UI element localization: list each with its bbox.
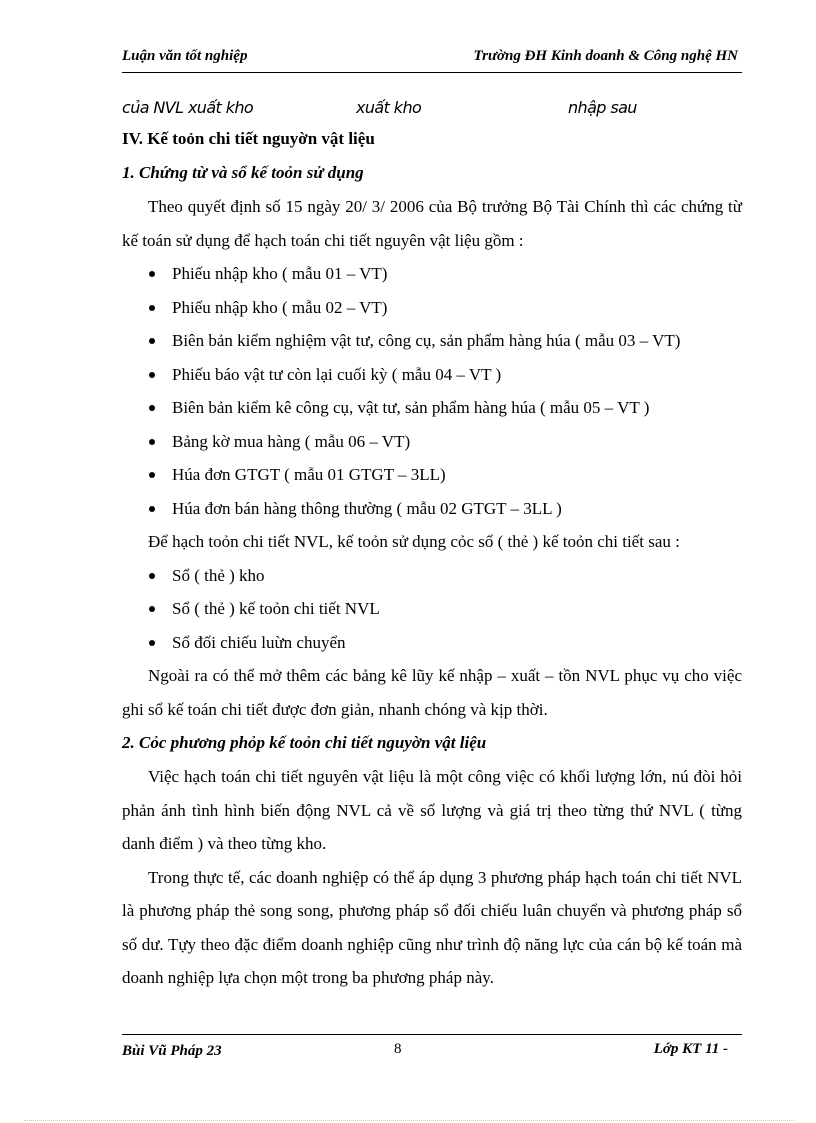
documents-intro-paragraph: Theo quyết định số 15 ngày 20/ 3/ 2006 của Bộ trưởng Bộ Tài Chính thì các chứng từ kế toán sử dụng để hạch toán chi tiết nguyên vật liệu gồm : [122,197,742,250]
subsection-heading-1: 1. Chứng từ và sổ kế toỏn sử dụng [122,163,364,182]
page-header [122,46,742,73]
bullet-icon [149,472,155,478]
bullet-icon [149,640,155,646]
continued-col-2: xuất kho [356,98,422,117]
list-item: Biên bản kiểm kê công cụ, vật tư, sản phẩm hàng húa ( mẫu 05 – VT ) [122,391,742,425]
bullet-icon [149,439,155,445]
bullet-icon [149,573,155,579]
section-heading-iv: IV. Kế toỏn chi tiết nguyờn vật liệu [122,129,375,148]
header-university: Trường ĐH Kinh doanh & Công nghệ HN [473,48,738,64]
continued-col-1: của NVL xuất kho [122,98,254,117]
list-item: Phiếu nhập kho ( mẫu 02 – VT) [122,291,742,325]
bullet-icon [149,405,155,411]
bullet-icon [149,338,155,344]
subsection-heading-2: 2. Cỏc phương phỏp kế toỏn chi tiết nguyờn vật liệu [122,733,487,752]
bullet-icon [149,606,155,612]
footer-author: Bùi Vũ Pháp 23 [122,1043,222,1059]
methods-paragraph-2: Trong thực tế, các doanh nghiệp có thể áp dụng 3 phương pháp hạch toán chi tiết NVL là phương pháp thẻ song song, phương pháp sổ đối chiếu luân chuyển và phương pháp sổ số dư. Tựy theo đặc điểm doanh nghiệp cũng như trình độ năng lực của cán bộ kế toán mà doanh nghiệp lựa chọn một trong ba phương pháp này. [122,867,742,987]
documents-list [122,257,742,525]
continued-col-3: nhập sau [568,98,637,117]
books-list [122,559,742,660]
continued-table-row [122,92,742,120]
list-item: Sổ ( thẻ ) kho [122,559,742,593]
bullet-icon [149,305,155,311]
list-item: Phiếu nhập kho ( mẫu 01 – VT) [122,257,742,291]
page-number: 8 [394,1041,402,1057]
page-footer [122,1034,742,1059]
closing-paragraph: Ngoài ra có thể mở thêm các bảng kê lũy kế nhập – xuất – tồn NVL phục vụ cho việc ghi sổ kế toán chi tiết được đơn giản, nhanh chóng và kịp thời. [122,666,742,719]
bullet-icon [149,506,155,512]
list-item: Biên bản kiểm nghiệm vật tư, công cụ, sản phẩm hàng húa ( mẫu 03 – VT) [122,324,742,358]
footer-class: Lớp KT 11 - [653,1041,728,1057]
list-item: Húa đơn bán hàng thông thường ( mẫu 02 GTGT – 3LL ) [122,492,742,526]
list-item: Phiếu báo vật tư còn lại cuối kỳ ( mẫu 04 – VT ) [122,358,742,392]
methods-paragraph-1: Việc hạch toán chi tiết nguyên vật liệu là một công việc có khối lượng lớn, nú đòi hỏi phản ánh tình hình biến động NVL cả về số lượng và giá trị theo từng thứ NVL ( từng danh điểm ) và theo từng kho. [122,767,742,853]
books-intro-paragraph: Để hạch toỏn chi tiết NVL, kế toỏn sử dụng cỏc sổ ( thẻ ) kế toỏn chi tiết sau : [148,532,680,551]
page-content [122,92,742,995]
list-item: Sổ đối chiếu luừn chuyển [122,626,742,660]
list-item: Sổ ( thẻ ) kế toỏn chi tiết NVL [122,592,742,626]
header-thesis-label: Luận văn tốt nghiệp [122,48,248,64]
bullet-icon [149,372,155,378]
bullet-icon [149,271,155,277]
page-bottom-edge [24,1120,794,1121]
list-item: Húa đơn GTGT ( mẫu 01 GTGT – 3LL) [122,458,742,492]
list-item: Bảng kờ mua hàng ( mẫu 06 – VT) [122,425,742,459]
